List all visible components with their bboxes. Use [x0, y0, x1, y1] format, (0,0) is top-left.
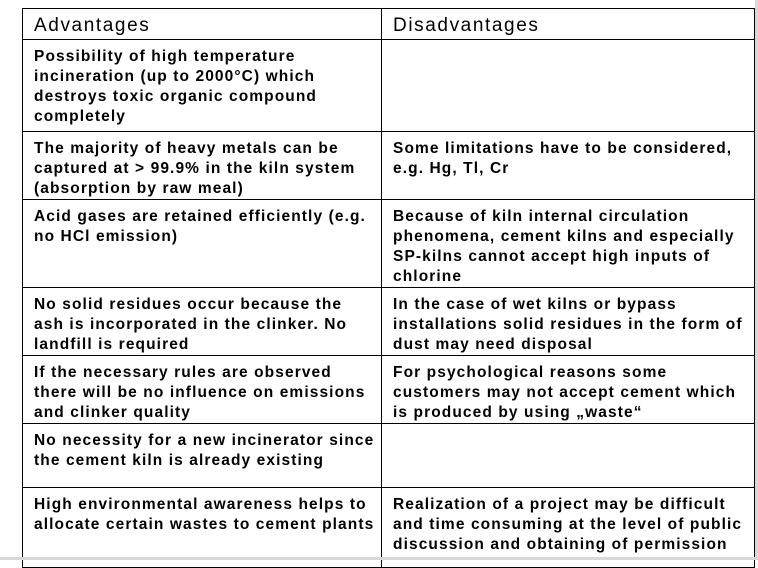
- disadvantage-cell: [382, 488, 755, 568]
- advantage-text: No necessity for a new incinerator since the cement kiln is already existing: [34, 432, 375, 469]
- advantage-cell: [23, 132, 382, 200]
- advantage-cell: [23, 488, 382, 568]
- disadvantage-text: For psychological reasons some customers may not accept cement which is produced by using „waste“: [393, 364, 737, 421]
- table-row: [23, 40, 755, 132]
- advantage-cell: [23, 424, 382, 488]
- advantage-cell: [23, 288, 382, 356]
- advantages-disadvantages-table: [22, 8, 755, 568]
- disadvantage-cell: [382, 40, 755, 132]
- disadvantage-cell: [382, 288, 755, 356]
- table-row: [23, 200, 755, 288]
- table-row: [23, 132, 755, 200]
- disadvantage-text: Because of kiln internal circulation phenomena, cement kilns and especially SP-kilns cannot accept high inputs of chlorine: [393, 208, 735, 285]
- disadvantage-cell: [382, 132, 755, 200]
- advantages-header: Advantages: [23, 9, 382, 40]
- disadvantage-text: In the case of wet kilns or bypass installations solid residues in the form of dust may need disposal: [393, 296, 743, 353]
- table-row: [23, 424, 755, 488]
- disadvantage-cell: [382, 200, 755, 288]
- disadvantage-cell: [382, 356, 755, 424]
- table-row: [23, 288, 755, 356]
- advantage-text: The majority of heavy metals can be captured at > 99.9% in the kiln system (absorption by raw meal): [34, 140, 356, 197]
- header-row: [23, 9, 755, 40]
- table-row: [23, 356, 755, 424]
- disadvantages-header: Disadvantages: [382, 9, 755, 40]
- advantage-text: Possibility of high temperature incineration (up to 2000°C) which destroys toxic organic compound completely: [34, 48, 318, 125]
- advantage-text: No solid residues occur because the ash is incorporated in the clinker. No landfill is required: [34, 296, 348, 353]
- advantage-text: Acid gases are retained efficiently (e.g. no HCl emission): [34, 208, 366, 245]
- disadvantage-cell: [382, 424, 755, 488]
- advantage-text: If the necessary rules are observed there will be no influence on emissions and clinker quality: [34, 364, 366, 421]
- advantage-cell: [23, 200, 382, 288]
- advantage-cell: [23, 40, 382, 132]
- advantage-cell: [23, 356, 382, 424]
- table-row: [23, 488, 755, 568]
- disadvantage-text: Realization of a project may be difficult and time consuming at the level of public discussion and obtaining of permission: [393, 496, 743, 553]
- disadvantage-text: Some limitations have to be considered, e.g. Hg, Tl, Cr: [393, 140, 733, 177]
- advantage-text: High environmental awareness helps to allocate certain wastes to cement plants: [34, 496, 375, 533]
